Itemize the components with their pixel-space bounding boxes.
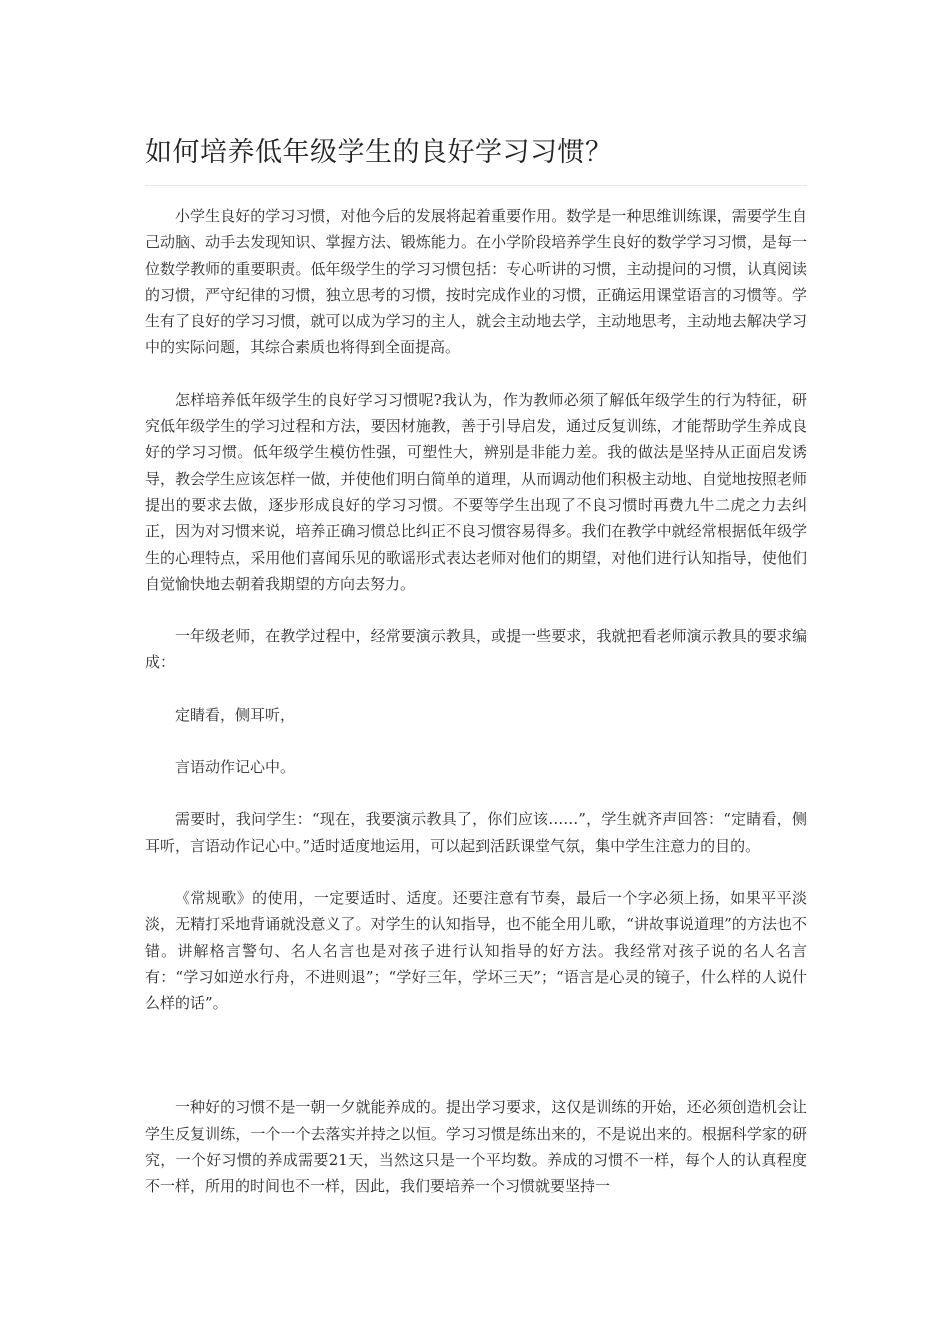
paragraph-demo-requirement: 一年级老师，在教学过程中，经常要演示教具，或提一些要求，我就把看老师演示教具的要求编成： [145, 627, 807, 672]
title-divider [145, 185, 807, 186]
paragraph-intro: 小学生良好的学习习惯，对他今后的发展将起着重要作用。数学是一种思维训练课，需要学生自己动脑、动手去发现知识、掌握方法、锻炼能力。在小学阶段培养学生良好的数学学习习惯，是每一位数学教师的重要职责。低年级学生的学习习惯包括：专心听讲的习惯，主动提问的习惯，认真阅读的习惯，严守纪律的习惯，独立思考的习惯，按时完成作业的习惯，正确运用课堂语言的习惯等。学生有了良好的学习习惯，就可以成为学习的主人，就会主动地去学，主动地思考，主动地去解决学习中的实际问题，其综合素质也将得到全面提高。 [145, 207, 807, 357]
paragraph-rhyme-line-1: 定睛看，侧耳听， [175, 705, 296, 724]
paragraph-method: 怎样培养低年级学生的良好学习习惯呢?我认为，作为教师必须了解低年级学生的行为特征，研究低年级学生的学习过程和方法，要因材施教，善于引导启发，通过反复训练，才能帮助学生养成良好的学习习惯。低年级学生模仿性强，可塑性大，辨别是非能力差。我的做法是坚持从正面启发诱导，教会学生应该怎样一做，并使他们明白简单的道理，从而调动他们积极主动地、自觉地按照老师提出的要求去做，逐步形成良好的学习习惯。不要等学生出现了不良习惯时再费九牛二虎之力去纠正，因为对习惯来说，培养正确习惯总比纠正不良习惯容易得多。我们在教学中就经常根据低年级学生的心理特点，采用他们喜闻乐见的歌谣形式表达老师对他们的期望，对他们进行认知指导，使他们自觉愉快地去朝着我期望的方向去努力。 [145, 390, 807, 593]
paragraph-classroom-usage: 需要时，我问学生：“现在，我要演示教具了，你们应该……”，学生就齐声回答：“定睛看，侧耳听，言语动作记心中。”适时适度地运用，可以起到活跃课堂气氛，集中学生注意力的目的。 [145, 810, 807, 855]
paragraph-habit-formation: 一种好的习惯不是一朝一夕就能养成的。提出学习要求，这仅是训练的开始，还必须创造机会让学生反复训练，一个一个去落实并持之以恒。学习习惯是练出来的，不是说出来的。根据科学家的研究，一个好习惯的养成需要21天，当然这只是一个平均数。养成的习惯不一样，每个人的认真程度不一样，所用的时间也不一样，因此，我们要培养一个习惯就要坚持一 [145, 1098, 807, 1196]
article-body [145, 203, 807, 1226]
paragraph-rhyme-line-2: 言语动作记心中。 [175, 758, 296, 777]
paragraph-routine-song: 《常规歌》的使用，一定要适时、适度。还要注意有节奏，最后一个字必须上扬，如果平平淡淡，无精打采地背诵就没意义了。对学生的认知指导，也不能全用儿歌，“讲故事说道理”的方法也不错。讲解格言警句、名人名言也是对孩子进行认知指导的好方法。我经常对孩子说的名人名言有：“学习如逆水行舟，不进则退”；“学好三年，学坏三天”；“语言是心灵的镜子，什么样的人说什么样的话”。 [145, 888, 807, 1013]
paragraph-spacer [145, 1042, 807, 1094]
article-title: 如何培养低年级学生的良好学习习惯？ [145, 137, 613, 168]
